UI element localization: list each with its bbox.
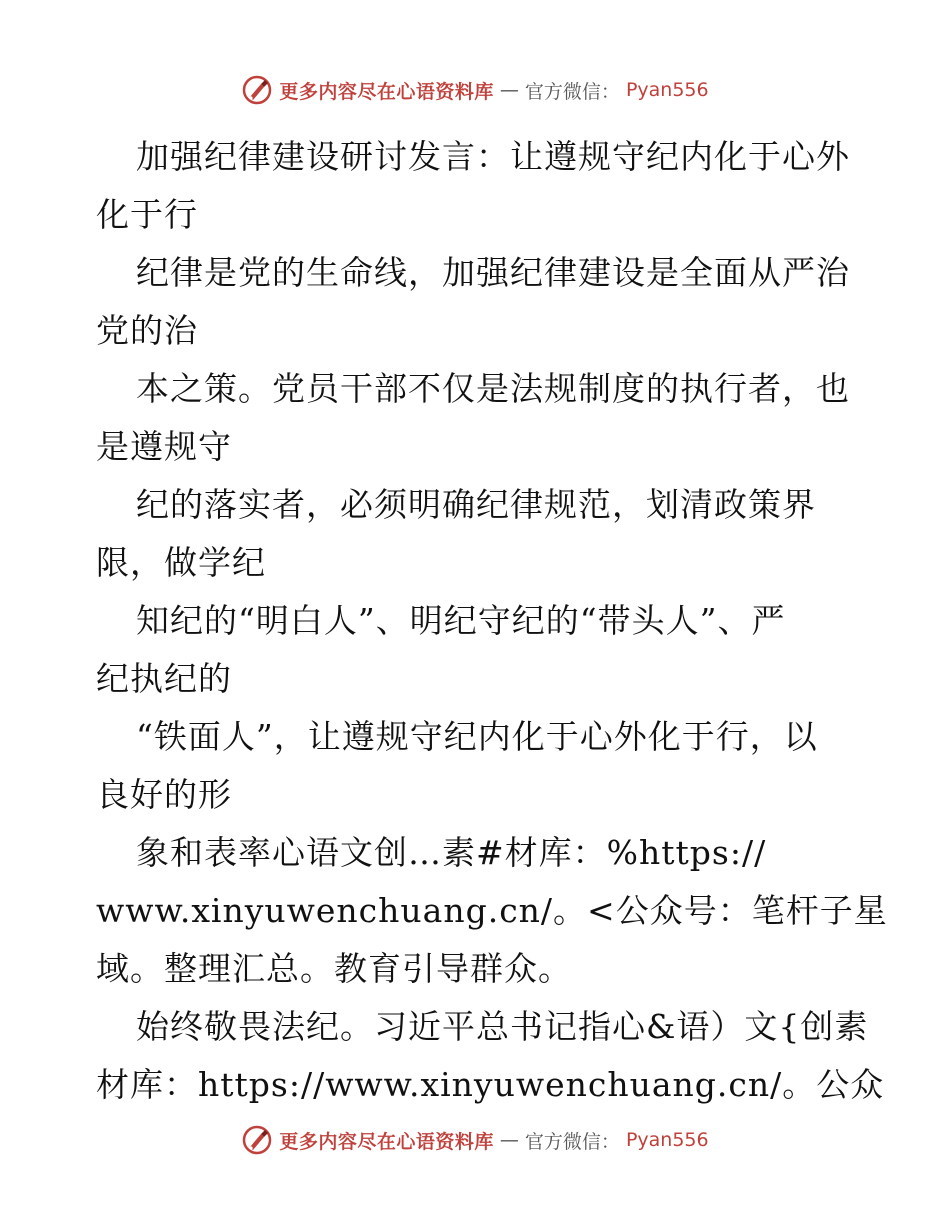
text-line: 本之策。党员干部不仅是法规制度的执行者，也 <box>136 369 850 408</box>
text-line: 化于行 <box>96 195 198 234</box>
text-line: 纪的落实者，必须明确纪律规范，划清政策界 <box>136 485 816 524</box>
text-line: 象和表率心语文创…素#材库：%https:// <box>136 833 767 872</box>
text-line: 知纪的“明白人”、明纪守纪的“带头人”、严 <box>136 601 786 640</box>
banner-separator: — <box>499 1129 519 1151</box>
banner-brand-text: 更多内容尽在心语资料库 <box>279 1130 494 1153</box>
banner-brand-text: 更多内容尽在心语资料库 <box>279 80 494 103</box>
text-line: 限，做学纪 <box>96 543 266 582</box>
banner-separator: — <box>499 79 519 101</box>
banner-wechat-id: Pyan556 <box>625 79 709 101</box>
banner-wechat-label: 官方微信： <box>524 80 620 103</box>
footer-banner <box>0 1120 950 1160</box>
text-line: 纪律是党的生命线，加强纪律建设是全面从严治 <box>136 253 850 292</box>
text-line: 加强纪律建设研讨发言：让遵规守纪内化于心外 <box>136 137 850 176</box>
header-banner <box>0 70 950 110</box>
text-line: 域。整理汇总。教育引导群众。 <box>96 949 572 988</box>
text-line: 是遵规守 <box>96 427 232 466</box>
pen-logo-icon <box>241 1124 273 1156</box>
text-line: 良好的形 <box>96 775 232 814</box>
text-line: 纪执纪的 <box>96 659 232 698</box>
text-line: “铁面人”，让遵规守纪内化于心外化于行，以 <box>136 717 818 756</box>
banner-wechat-label: 官方微信： <box>524 1130 620 1153</box>
text-line: 党的治 <box>96 311 198 350</box>
text-line: 始终敬畏法纪。习近平总书记指心&语）文{创素 <box>136 1007 869 1046</box>
document-body <box>96 128 888 1114</box>
pen-logo-icon <box>241 74 273 106</box>
banner-wechat-id: Pyan556 <box>625 1129 709 1151</box>
text-line: 材库：https://www.xinyuwenchuang.cn/。公众 <box>96 1065 885 1104</box>
text-line: www.xinyuwenchuang.cn/。<公众号：笔杆子星 <box>96 891 888 930</box>
